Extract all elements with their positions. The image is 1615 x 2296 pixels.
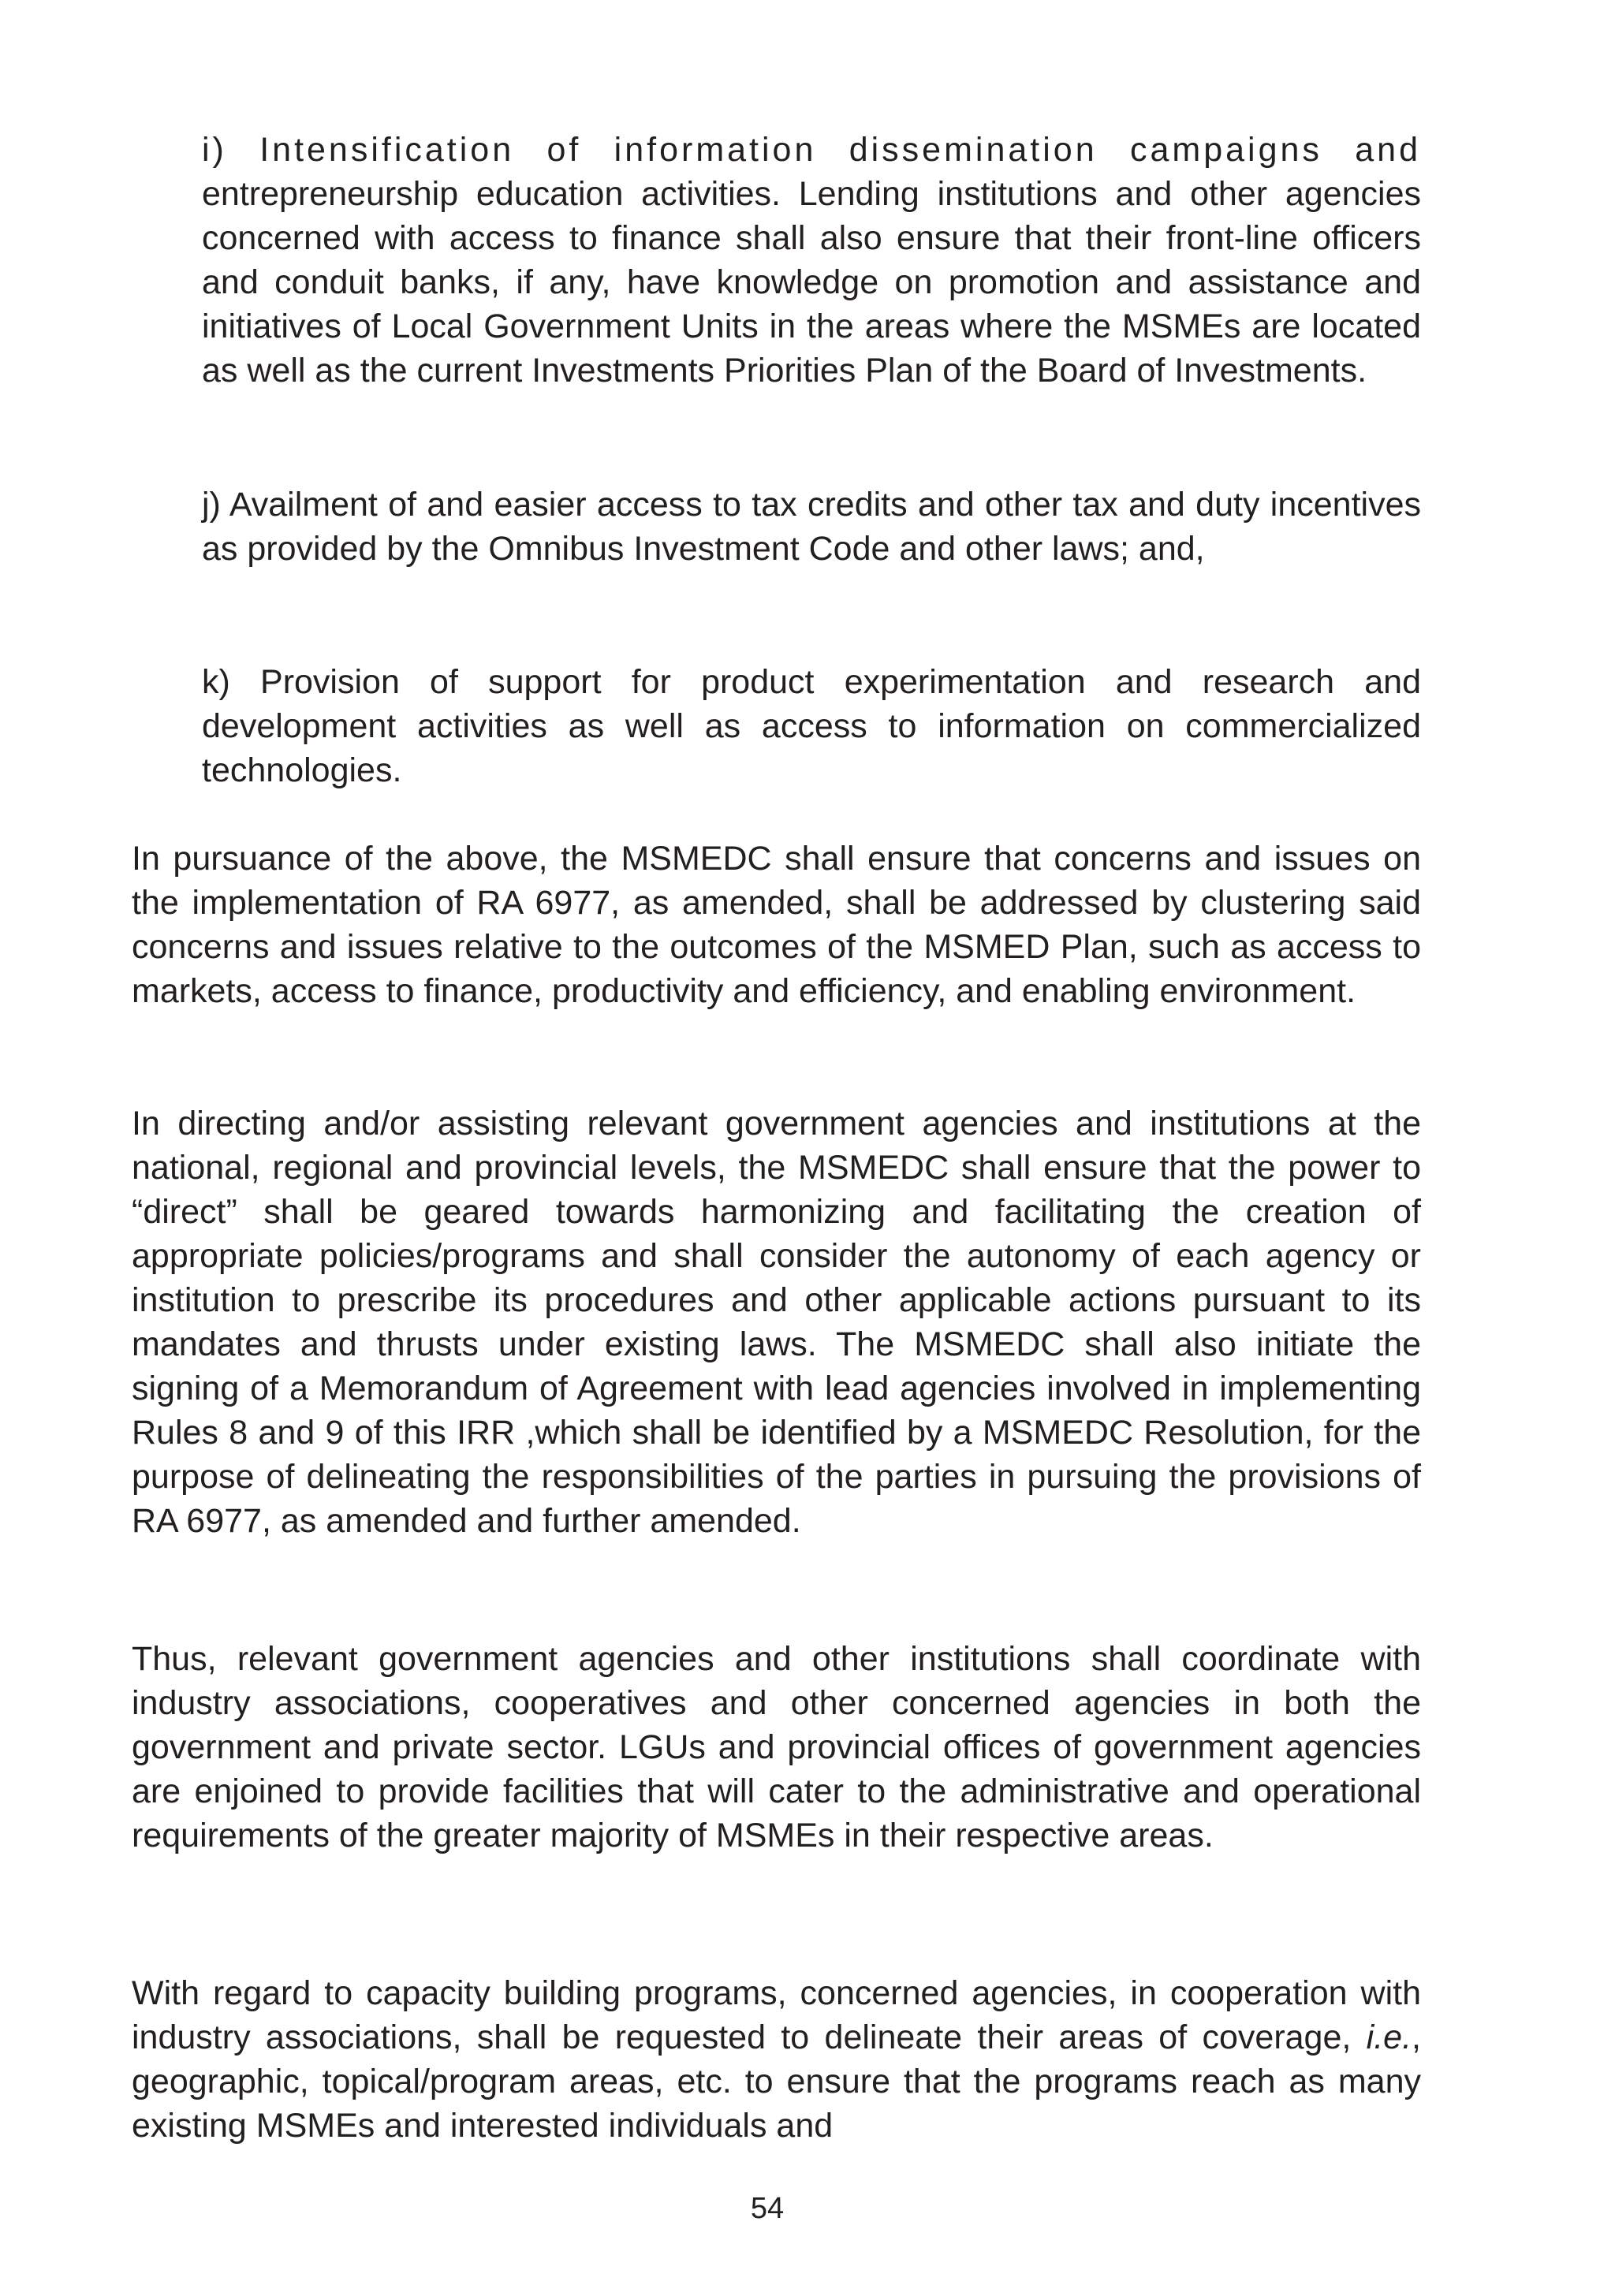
paragraph-item-i-first-line: i) Intensification of information dissemination campaigns and: [202, 131, 1421, 169]
paragraph-directing: In directing and/or assisting relevant government agencies and institutions at the national, regional and provincial levels, the MSMEDC shall ensure that the power to “direct” shall be geared towards harmonizing and facilitating the creation of appropriate policies/programs and shall consider the autonomy of each agency or institution to prescribe its procedures and other applicable actions pursuant to its mandates and thrusts under existing laws. The MSMEDC shall also initiate the signing of a Memorandum of Agreement with lead agencies involved in implementing Rules 8 and 9 of this IRR ,which shall be identified by a MSMEDC Resolution, for the purpose of delineating the responsibilities of the parties in pursuing the provisions of RA 6977, as amended and further amended.: [132, 1105, 1421, 1540]
paragraph-capacity-building: [132, 1971, 1421, 2148]
paragraph-item-k: k) Provision of support for product experimentation and research and development activities as well as access to information on commercialized technologies.: [202, 663, 1421, 789]
page-number: 54: [750, 2192, 785, 2225]
paragraph-item-j: j) Availment of and easier access to tax credits and other tax and duty incentives as provided by the Omnibus Investment Code and other laws; and,: [202, 486, 1421, 568]
paragraph-capacity-ie: i.e.: [1366, 2018, 1412, 2056]
paragraph-thus: Thus, relevant government agencies and other institutions shall coordinate with industry associations, cooperatives and other concerned agencies in both the government and private sector. LGUs and provincial offices of government agencies are enjoined to provide facilities that will cater to the administrative and operational requirements of the greater majority of MSMEs in their respective areas.: [132, 1640, 1421, 1854]
paragraph-item-i-rest: entrepreneurship education activities. Lending institutions and other agencies concerned with access to finance shall also ensure that their front-line officers and conduit banks, if any, have knowledge on promotion and assistance and initiatives of Local Government Units in the areas where the MSMEs are located as well as the current Investments Priorities Plan of the Board of Investments.: [202, 175, 1421, 390]
paragraph-item-i: [202, 128, 1421, 393]
paragraph-capacity-after: , geographic, topical/program areas, etc. to ensure that the programs reach as many existing MSMEs and interested individuals and: [132, 2018, 1421, 2145]
paragraph-capacity-before: With regard to capacity building programs, concerned agencies, in cooperation with industry associations, shall be requested to delineate their areas of coverage,: [132, 1974, 1421, 2056]
paragraph-pursuance: In pursuance of the above, the MSMEDC shall ensure that concerns and issues on the implementation of RA 6977, as amended, shall be addressed by clustering said concerns and issues relative to the outcomes of the MSMED Plan, such as access to markets, access to finance, productivity and efficiency, and enabling environment.: [132, 840, 1421, 1010]
